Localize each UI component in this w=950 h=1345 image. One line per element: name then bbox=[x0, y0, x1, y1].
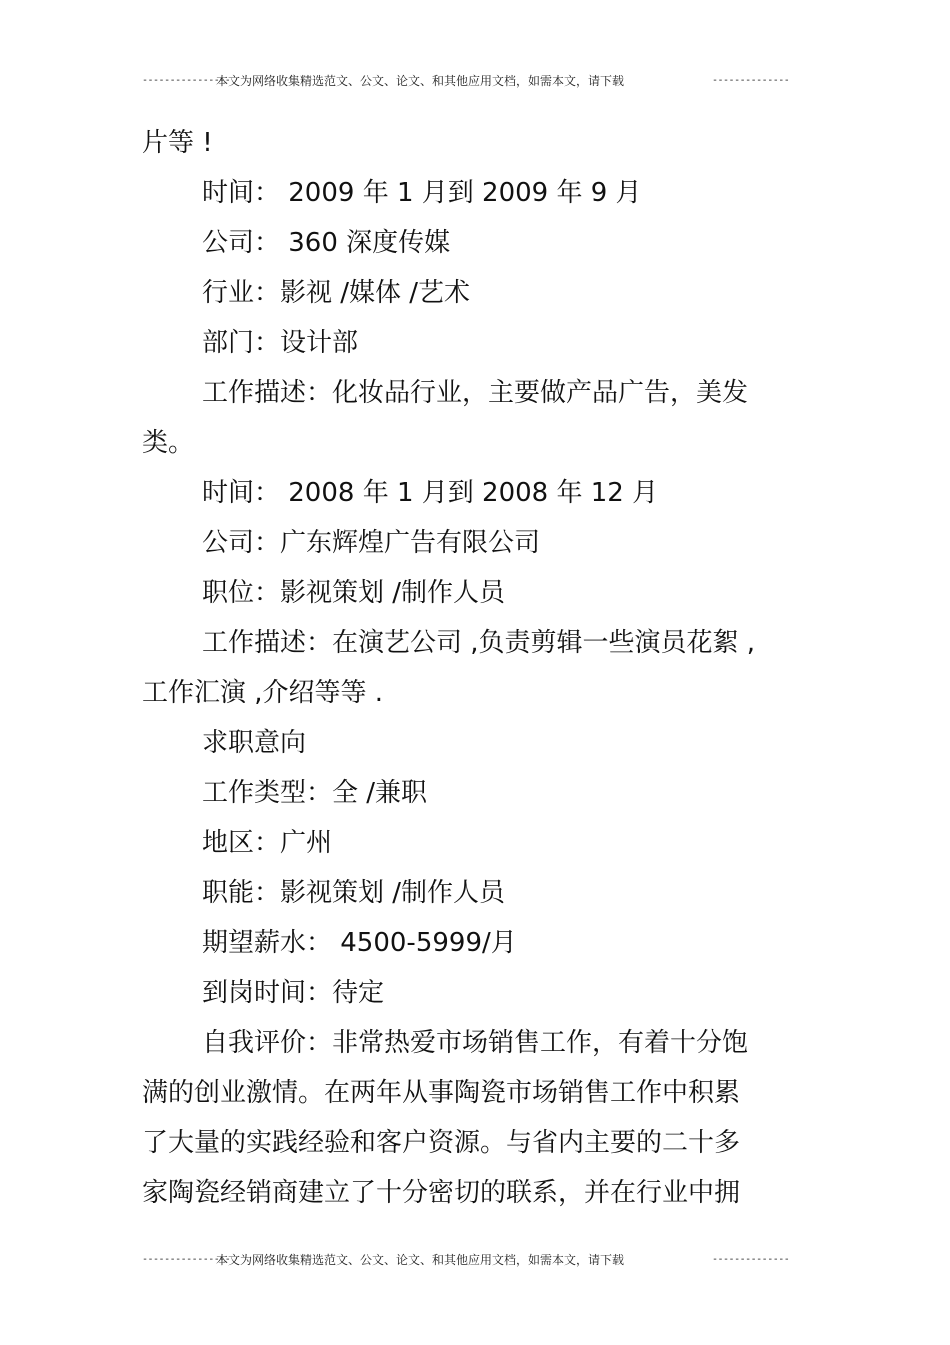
page-header bbox=[142, 71, 790, 89]
text-line: 家陶瓷经销商建立了十分密切的联系，并在行业中拥 bbox=[142, 1178, 741, 1208]
text-line: 地区：广州 bbox=[202, 828, 333, 858]
text-line: 行业：影视 /媒体 /艺术 bbox=[202, 278, 471, 308]
text-line: 期望薪水： 4500-5999/月 bbox=[202, 928, 517, 958]
text-line: 公司： 360 深度传媒 bbox=[202, 228, 451, 258]
text-line: 部门：设计部 bbox=[202, 328, 359, 358]
header-dashes-left: ---------------- bbox=[142, 74, 231, 86]
text-line: 工作描述：在演艺公司 ,负责剪辑一些演员花絮 , bbox=[202, 628, 756, 658]
page-footer bbox=[142, 1250, 790, 1268]
text-line: 公司：广东辉煌广告有限公司 bbox=[202, 528, 541, 558]
document-body bbox=[142, 118, 822, 1218]
text-line: 时间： 2008 年 1 月到 2008 年 12 月 bbox=[202, 478, 659, 508]
footer-text: 本文为网络收集精选范文、公文、论文、和其他应用文档，如需本文，请下载 bbox=[216, 1252, 625, 1267]
header-text: 本文为网络收集精选范文、公文、论文、和其他应用文档，如需本文，请下载 bbox=[216, 73, 625, 88]
text-line: 时间： 2009 年 1 月到 2009 年 9 月 bbox=[202, 178, 642, 208]
text-line: 到岗时间：待定 bbox=[202, 978, 385, 1008]
header-dashes-right: -------------- bbox=[712, 74, 790, 86]
text-line: 了大量的实践经验和客户资源。与省内主要的二十多 bbox=[142, 1128, 741, 1158]
text-line: 职位：影视策划 /制作人员 bbox=[202, 578, 506, 608]
text-line: 工作类型：全 /兼职 bbox=[202, 778, 428, 808]
text-line: 求职意向 bbox=[202, 728, 307, 758]
text-line: 片等 ! bbox=[142, 128, 213, 158]
text-line: 满的创业激情。在两年从事陶瓷市场销售工作中积累 bbox=[142, 1078, 741, 1108]
text-line: 类。 bbox=[142, 428, 195, 458]
text-line: 职能：影视策划 /制作人员 bbox=[202, 878, 506, 908]
footer-dashes-right: -------------- bbox=[712, 1253, 790, 1265]
text-line: 自我评价：非常热爱市场销售工作，有着十分饱 bbox=[202, 1028, 749, 1058]
text-line: 工作汇演 ,介绍等等 . bbox=[142, 678, 384, 708]
footer-dashes-left: ---------------- bbox=[142, 1253, 231, 1265]
text-line: 工作描述：化妆品行业，主要做产品广告，美发 bbox=[202, 378, 749, 408]
